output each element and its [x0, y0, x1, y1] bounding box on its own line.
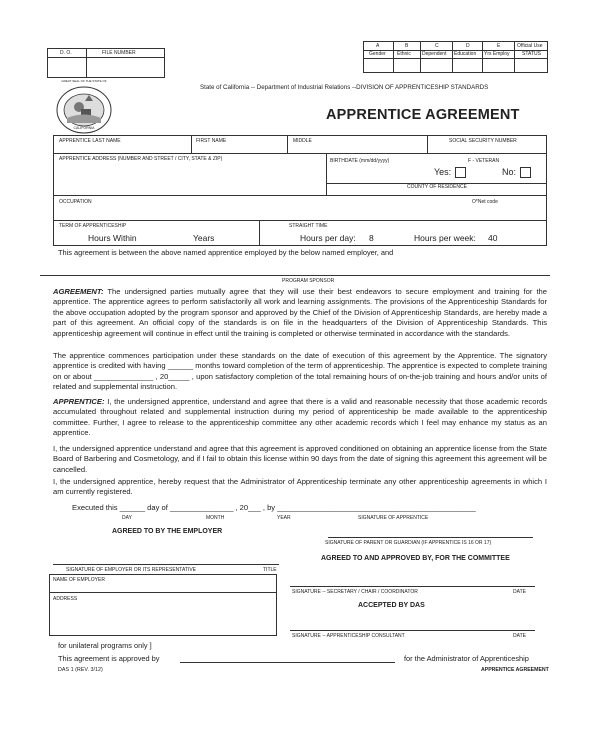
veteran-no[interactable] [502, 167, 531, 178]
seal-bottom-text: CALIFORNIA [73, 126, 95, 130]
birthdate-label: BIRTHDATE (mm/dd/yyyy) [330, 158, 390, 164]
apprentice-text: I, the undersigned apprentice, understand and agree that there is a valid and reasonable necessity that those academic records accumulated throughout related and supplemental instruction during my period of apprenticeship be made available to the apprenticeship committee. Further, I agree to release to the apprenticeship committee any other academic records which I feel may enhance my status as an apprentice. [53, 397, 547, 438]
commences-paragraph: The apprentice commences participation under these standards on the date of execution of this agreement by the Apprentice. The signatory apprentice is credited with having ______ months toward completion of the term of apprenticeship. The apprentice is expected to complete training on or about ______________ , 20_____ , upon satisfactory completion of the total remaining hours of on-the-job training and hours and/or units of related and supplemental instruction. [53, 351, 547, 392]
code-letter-a: A [376, 43, 380, 49]
onet-label: O*Net code [472, 199, 498, 205]
middle-label: MIDDLE [293, 138, 312, 144]
employer-title-label: TITLE [263, 567, 277, 573]
term-label: TERM OF APPRENTICESHIP [59, 223, 127, 229]
veteran-yes-checkbox[interactable] [455, 167, 466, 178]
license-paragraph: I, the undersigned apprentice understand and agree that this agreement is approved conditioned on obtaining an apprentice license from the State Board of Barbering and Cosmetology, and if I fail to obtain this license within 90 days from the date of signing this agreement this agreement will be cancelled. [53, 444, 547, 474]
ssn-label: SOCIAL SECURITY NUMBER [449, 138, 517, 144]
secretary-signature-label: SIGNATURE -- SECRETARY / CHAIR / COORDINATOR [292, 589, 418, 595]
form-id: DAS 1 (REV. 3/12) [58, 667, 103, 673]
secretary-signature-line[interactable] [290, 586, 535, 587]
veteran-label: F - VETERAN [468, 158, 500, 164]
veteran-no-checkbox[interactable] [520, 167, 531, 178]
occupation-label: OCCUPATION [59, 199, 92, 205]
county-label: COUNTY OF RESIDENCE [407, 184, 467, 190]
do-file-number-box [47, 48, 165, 78]
do-field[interactable] [49, 58, 85, 76]
code-letter-b: B [405, 43, 409, 49]
employer-info-box [49, 574, 277, 636]
veteran-no-label: No: [502, 167, 517, 177]
code-letter-d: D [466, 43, 470, 49]
middle-field[interactable] [289, 144, 425, 152]
employer-agreed-heading: AGREED TO BY THE EMPLOYER [112, 528, 223, 535]
between-text: This agreement is between the above named apprentice employed by the below named employer, and [58, 248, 394, 257]
last-name-field[interactable] [55, 144, 189, 152]
seal-top-text: GREAT SEAL OF THE STATE OF [61, 79, 107, 83]
agreement-paragraph [53, 287, 547, 339]
consultant-signature-line[interactable] [290, 630, 535, 631]
address-label: APPRENTICE ADDRESS (NUMBER AND STREET / CITY, STATE & ZIP) [59, 156, 223, 162]
employer-signature-label: SIGNATURE OF EMPLOYER OR ITS REPRESENTATIVE [66, 567, 197, 573]
administrator-text: for the Administrator of Apprenticeship [404, 654, 529, 663]
code-letter-c: C [435, 43, 439, 49]
day-label: DAY [122, 515, 132, 521]
year-label: YEAR [277, 515, 291, 521]
veteran-yes-label: Yes: [434, 167, 452, 177]
years-label: Years [193, 233, 215, 243]
terminate-paragraph: I, the undersigned apprentice, hereby request that the Administrator of Apprenticeship terminate any other apprenticeship agreements in which I am currently registered. [53, 477, 547, 497]
occupation-field[interactable] [55, 206, 455, 219]
hours-per-week-label: Hours per week: [414, 233, 476, 243]
hours-per-day-label: Hours per day: [300, 233, 356, 243]
approved-by-line[interactable] [180, 662, 395, 663]
state-seal [55, 79, 113, 135]
approved-by-text: This agreement is approved by [58, 654, 160, 663]
program-sponsor-line[interactable] [40, 275, 550, 276]
agency-line: State of California -- Department of Industrial Relations --DIVISION OF APPRENTICESHIP STANDARDS [200, 84, 489, 91]
hours-per-week-value[interactable]: 40 [488, 233, 498, 243]
first-name-label: FIRST NAME [196, 138, 227, 144]
accepted-by-das-heading: ACCEPTED BY DAS [358, 602, 425, 609]
employer-name-label: NAME OF EMPLOYER [53, 577, 105, 583]
straight-time-label: STRAIGHT TIME [289, 223, 328, 229]
last-name-label: APPRENTICE LAST NAME [59, 138, 121, 144]
gender-label: Gender [369, 51, 386, 57]
official-use-label: Official Use [517, 43, 543, 49]
dependent-label: Dependent [422, 51, 447, 57]
apprentice-paragraph [53, 397, 547, 439]
apprentice-heading: APPRENTICE: [53, 397, 105, 406]
executed-line[interactable]: Executed this ______ day of _______________ , 20___ , by _______________________________________________ [72, 503, 476, 512]
onet-field[interactable] [459, 206, 545, 219]
signature-parent-label: SIGNATURE OF PARENT OR GUARDIAN (IF APPRENTICE IS 16 OR 17) [325, 540, 492, 546]
parent-signature-line[interactable] [328, 537, 533, 538]
signature-apprentice-label: SIGNATURE OF APPRENTICE [358, 515, 429, 521]
secretary-date-label: DATE [513, 589, 526, 595]
file-number-label: FILE NUMBER [102, 50, 136, 56]
first-name-field[interactable] [193, 144, 285, 152]
codes-table [363, 41, 548, 73]
employer-name-field[interactable] [51, 583, 275, 591]
form-name-footer: APPRENTICE AGREEMENT [481, 667, 549, 673]
program-sponsor-label: PROGRAM SPONSOR [282, 278, 335, 284]
do-label: D. O. [60, 50, 72, 56]
ssn-field[interactable] [429, 144, 544, 152]
address-field[interactable] [55, 163, 324, 194]
county-field[interactable] [328, 189, 545, 194]
unilateral-text: for unilateral programs only ] [58, 641, 152, 650]
committee-approved-heading: AGREED TO AND APPROVED BY, FOR THE COMMITTEE [321, 555, 510, 562]
consultant-date-label: DATE [513, 633, 526, 639]
agreement-heading: AGREEMENT: [53, 287, 104, 296]
page-title: APPRENTICE AGREEMENT [326, 107, 520, 123]
consultant-signature-label: SIGNATURE -- APPRENTICESHIP CONSULTANT [292, 633, 405, 639]
veteran-yes[interactable] [434, 167, 466, 178]
hours-per-day-value[interactable]: 8 [369, 233, 374, 243]
employer-address-field[interactable] [51, 603, 275, 635]
code-letter-e: E [497, 43, 501, 49]
employer-signature-line[interactable] [53, 564, 279, 565]
month-label: MONTH [206, 515, 225, 521]
hours-within-label: Hours Within [88, 233, 137, 243]
birthdate-field[interactable] [329, 165, 439, 181]
education-label: Education [454, 51, 477, 57]
employer-address-label: ADDRESS [53, 596, 78, 602]
apprentice-info-form [53, 135, 547, 246]
status-label: STATUS [522, 51, 541, 57]
ethnic-label: Ethnic [397, 51, 411, 57]
agreement-text: The undersigned parties mutually agree that they will use their best endeavors to secure employment and training for the apprentice. The apprentice agrees to perform satisfactorily all work and learning assignments. The provisions of the Apprenticeship Standards for the above occupation adopted by the program sponsor and approved by the Chief of the Division of Apprenticeship Standards, are hereby made a part of this agreement. An official copy of the standards is on file in the headquarters of the Division of Apprenticeship Standards. This apprenticeship agreement will continue in effect until the training is completed or otherwise terminated in accordance with the standards. [53, 287, 547, 338]
file-number-field[interactable] [88, 58, 163, 76]
yrs-employ-label: Yrs Employ [484, 51, 510, 57]
